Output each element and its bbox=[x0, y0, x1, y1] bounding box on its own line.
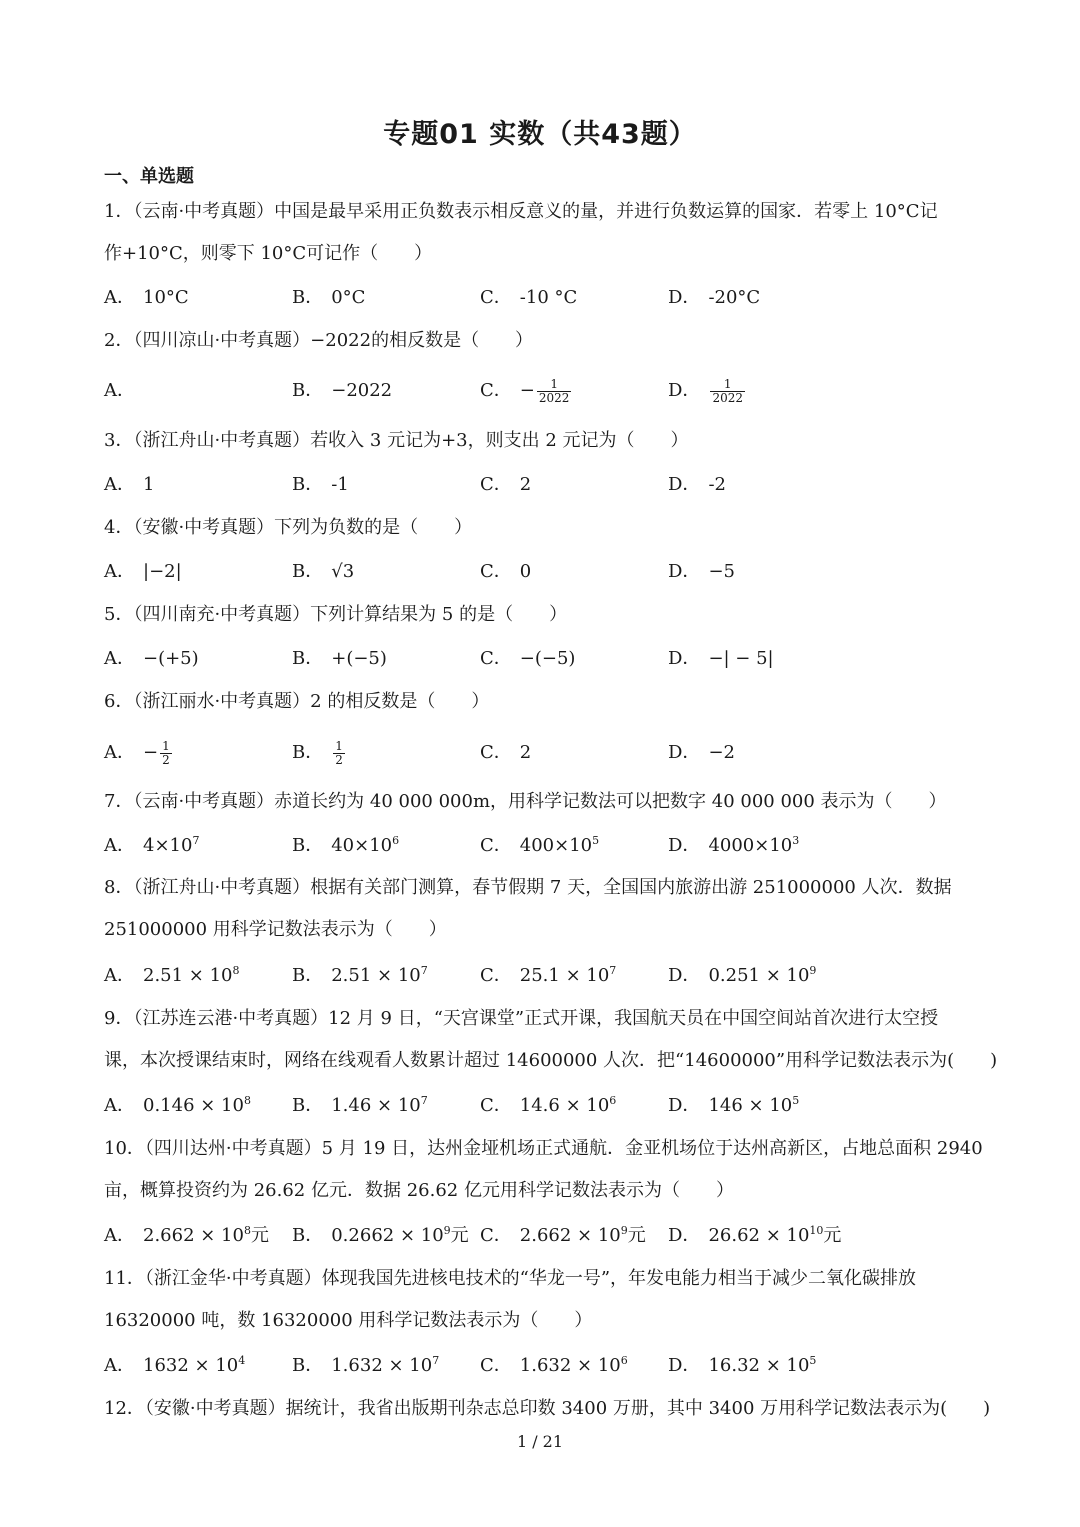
option-b bbox=[292, 961, 428, 991]
answer-options bbox=[104, 1221, 1004, 1251]
exponent: 7 bbox=[192, 834, 200, 847]
option-text: −2022 bbox=[331, 380, 393, 401]
option-label: B． bbox=[292, 287, 324, 308]
option-d bbox=[668, 1091, 799, 1121]
option-text: −| − 5| bbox=[708, 648, 774, 669]
option-c bbox=[480, 470, 531, 500]
option-text: 0 bbox=[519, 561, 532, 582]
option-label: D． bbox=[668, 1095, 701, 1116]
option-d bbox=[668, 1351, 816, 1381]
exponent: 6 bbox=[609, 1094, 617, 1107]
unit-suffix: 元 bbox=[627, 1225, 646, 1246]
option-d bbox=[668, 831, 799, 861]
option-label: D． bbox=[668, 648, 701, 669]
answer-options bbox=[104, 1351, 1004, 1381]
option-label: D． bbox=[668, 474, 701, 495]
option-text: 2.51 × 10 bbox=[143, 965, 233, 986]
option-text: -2 bbox=[708, 474, 726, 495]
question-4 bbox=[104, 507, 984, 549]
question-text-line: 251000000 用科学记数法表示为（ ） bbox=[104, 919, 447, 940]
option-a bbox=[104, 283, 189, 313]
option-c bbox=[480, 283, 577, 313]
option-text: -1 bbox=[331, 474, 349, 495]
option-text: 1.46 × 10 bbox=[331, 1095, 421, 1116]
question-11 bbox=[104, 1258, 984, 1342]
fraction bbox=[160, 740, 172, 767]
page-title: 专题01 实数（共43题） bbox=[383, 119, 697, 150]
fraction bbox=[710, 378, 745, 405]
option-label: D． bbox=[668, 835, 701, 856]
exponent: 8 bbox=[243, 1224, 251, 1237]
option-text: 1632 × 10 bbox=[143, 1355, 239, 1376]
question-9 bbox=[104, 998, 998, 1082]
option-c bbox=[480, 961, 616, 991]
exponent: 9 bbox=[809, 964, 817, 977]
exponent: 7 bbox=[420, 964, 428, 977]
exponent: 7 bbox=[432, 1354, 440, 1367]
question-text-line: 12．（安徽·中考真题）据统计，我省出版期刊杂志总印数 3400 万册，其中 3400 万用科学记数法表示为( ) bbox=[104, 1398, 991, 1419]
option-label: A． bbox=[104, 742, 135, 763]
fraction bbox=[333, 740, 345, 767]
option-text: 0.146 × 10 bbox=[143, 1095, 244, 1116]
option-label: A． bbox=[104, 1095, 135, 1116]
option-text: 1 bbox=[143, 474, 155, 495]
question-text-line: 5．（四川南充·中考真题）下列计算结果为 5 的是（ ） bbox=[104, 604, 568, 625]
option-label: A． bbox=[104, 380, 135, 401]
option-d bbox=[668, 557, 735, 587]
fraction-denominator: 2022 bbox=[538, 390, 570, 405]
option-b bbox=[292, 831, 399, 861]
option-text: 2 bbox=[519, 742, 532, 763]
option-a bbox=[104, 738, 172, 768]
unit-suffix: 元 bbox=[250, 1225, 269, 1246]
exponent: 9 bbox=[443, 1224, 451, 1237]
exponent: 7 bbox=[420, 1094, 428, 1107]
option-a bbox=[104, 1221, 269, 1251]
option-a bbox=[104, 961, 240, 991]
question-text-line: 16320000 吨，数 16320000 用科学记数法表示为（ ） bbox=[104, 1310, 593, 1331]
option-d bbox=[668, 376, 745, 406]
option-b bbox=[292, 557, 354, 587]
question-text-line: 8．（浙江舟山·中考真题）根据有关部门测算，春节假期 7 天，全国国内旅游出游 251000000 人次．数据 bbox=[104, 877, 952, 898]
option-text: − bbox=[143, 742, 159, 763]
question-text-line: 9．（江苏连云港·中考真题）12 月 9 日，“天宫课堂”正式开课，我国航天员在中国空间站首次进行太空授 bbox=[104, 1008, 939, 1029]
option-label: A． bbox=[104, 1355, 135, 1376]
option-text: −2 bbox=[708, 742, 735, 763]
question-text-line: 11．（浙江金华·中考真题）体现我国先进核电技术的“华龙一号”，年发电能力相当于减少二氧化碳排放 bbox=[104, 1268, 917, 1289]
fraction bbox=[537, 378, 572, 405]
fraction-denominator: 2022 bbox=[712, 390, 743, 405]
option-label: A． bbox=[104, 965, 135, 986]
question-3 bbox=[104, 420, 984, 462]
option-text: +(−5) bbox=[331, 648, 387, 669]
option-label: B． bbox=[292, 380, 324, 401]
question-text-line: 亩，概算投资约为 26.62 亿元．数据 26.62 亿元用科学记数法表示为（ ） bbox=[104, 1180, 734, 1201]
question-12 bbox=[104, 1388, 991, 1430]
option-label: D． bbox=[668, 380, 701, 401]
exponent: 6 bbox=[392, 834, 400, 847]
option-a bbox=[104, 1351, 245, 1381]
option-label: C． bbox=[480, 1225, 512, 1246]
option-c bbox=[480, 376, 571, 406]
exponent: 10 bbox=[809, 1224, 824, 1237]
option-text: −5 bbox=[708, 561, 735, 582]
answer-options bbox=[104, 644, 1004, 674]
option-label: D． bbox=[668, 965, 701, 986]
fraction-denominator: 2 bbox=[335, 752, 343, 767]
answer-options bbox=[104, 961, 1004, 991]
option-c bbox=[480, 644, 575, 674]
option-text: 26.62 × 10 bbox=[708, 1225, 810, 1246]
exponent: 9 bbox=[620, 1224, 628, 1237]
option-d bbox=[668, 961, 816, 991]
option-c bbox=[480, 1091, 616, 1121]
exponent: 8 bbox=[243, 1094, 251, 1107]
option-label: A． bbox=[104, 474, 135, 495]
fraction-numerator: 1 bbox=[710, 378, 745, 392]
option-c bbox=[480, 831, 599, 861]
option-text: 1.632 × 10 bbox=[331, 1355, 433, 1376]
exponent: 6 bbox=[620, 1354, 628, 1367]
option-text: 0.251 × 10 bbox=[708, 965, 810, 986]
option-label: B． bbox=[292, 742, 324, 763]
option-label: C． bbox=[480, 648, 512, 669]
answer-options bbox=[104, 831, 1004, 861]
option-text: |−2| bbox=[143, 561, 182, 582]
option-label: B． bbox=[292, 1225, 324, 1246]
question-5 bbox=[104, 594, 984, 636]
option-label: A． bbox=[104, 1225, 135, 1246]
fraction-numerator: 1 bbox=[335, 738, 343, 753]
option-text: −(−5) bbox=[519, 648, 576, 669]
answer-options bbox=[104, 557, 1004, 587]
option-a bbox=[104, 470, 154, 500]
exponent: 4 bbox=[238, 1354, 246, 1367]
option-label: B． bbox=[292, 474, 324, 495]
option-c bbox=[480, 1351, 628, 1381]
option-label: B． bbox=[292, 1355, 324, 1376]
option-d bbox=[668, 738, 735, 768]
option-a bbox=[104, 557, 182, 587]
option-c bbox=[480, 738, 531, 768]
option-label: C． bbox=[480, 380, 512, 401]
question-text-line: 1．（云南·中考真题）中国是最早采用正负数表示相反意义的量，并进行负数运算的国家．若零上 10°C记 bbox=[104, 201, 938, 222]
question-text-line: 作+10°C，则零下 10°C可记作（ ） bbox=[104, 243, 433, 264]
option-b bbox=[292, 376, 392, 406]
option-b bbox=[292, 283, 365, 313]
option-label: A． bbox=[104, 835, 135, 856]
option-label: C． bbox=[480, 474, 512, 495]
exponent: 5 bbox=[592, 834, 600, 847]
option-text: 40×10 bbox=[331, 835, 393, 856]
fraction-numerator: 1 bbox=[162, 738, 170, 753]
option-label: B． bbox=[292, 1095, 324, 1116]
option-text: 25.1 × 10 bbox=[519, 965, 610, 986]
option-label: B． bbox=[292, 648, 324, 669]
option-label: A． bbox=[104, 648, 135, 669]
question-text-line: 7．（云南·中考真题）赤道长约为 40 000 000m，用科学记数法可以把数字 40 000 000 表示为（ ） bbox=[104, 791, 947, 812]
option-text: 2.662 × 10 bbox=[519, 1225, 621, 1246]
option-text: 4000×10 bbox=[708, 835, 793, 856]
exponent: 7 bbox=[609, 964, 617, 977]
option-text: -20°C bbox=[708, 287, 761, 308]
answer-options bbox=[104, 1091, 1004, 1121]
option-text: − bbox=[519, 380, 535, 401]
option-text: −(+5) bbox=[143, 648, 199, 669]
option-d bbox=[668, 1221, 841, 1251]
fraction-numerator: 1 bbox=[537, 378, 572, 392]
option-text: 2.662 × 10 bbox=[143, 1225, 244, 1246]
option-label: B． bbox=[292, 561, 324, 582]
question-2 bbox=[104, 320, 984, 362]
page-number: 1 / 21 bbox=[516, 1432, 564, 1451]
question-text-line: 4．（安徽·中考真题）下列为负数的是（ ） bbox=[104, 517, 473, 538]
question-text-line: 2．（四川凉山·中考真题）−2022的相反数是（ ） bbox=[104, 330, 534, 351]
exponent: 8 bbox=[232, 964, 240, 977]
option-text: √3 bbox=[331, 561, 355, 582]
option-label: C． bbox=[480, 287, 512, 308]
question-6 bbox=[104, 681, 984, 723]
exponent: 5 bbox=[792, 1094, 800, 1107]
option-c bbox=[480, 1221, 646, 1251]
option-text: -10 °C bbox=[519, 287, 578, 308]
question-8 bbox=[104, 867, 984, 951]
option-label: D． bbox=[668, 742, 701, 763]
question-text-line: 6．（浙江丽水·中考真题）2 的相反数是（ ） bbox=[104, 691, 490, 712]
fraction-denominator: 2 bbox=[162, 752, 170, 767]
option-a bbox=[104, 644, 199, 674]
question-text-line: 3．（浙江舟山·中考真题）若收入 3 元记为+3，则支出 2 元记为（ ） bbox=[104, 430, 689, 451]
question-1 bbox=[104, 191, 984, 275]
option-label: A． bbox=[104, 561, 135, 582]
question-text-line: 课，本次授课结束时，网络在线观看人数累计超过 14600000 人次．把“14600000”用科学记数法表示为( ) bbox=[104, 1050, 998, 1071]
option-label: D． bbox=[668, 1225, 701, 1246]
option-label: B． bbox=[292, 835, 324, 856]
option-b bbox=[292, 470, 349, 500]
unit-suffix: 元 bbox=[450, 1225, 469, 1246]
option-b bbox=[292, 738, 345, 768]
option-label: C． bbox=[480, 1095, 512, 1116]
option-text: 14.6 × 10 bbox=[519, 1095, 610, 1116]
option-text: 0.2662 × 10 bbox=[331, 1225, 444, 1246]
answer-options bbox=[104, 470, 1004, 500]
option-a bbox=[104, 1091, 251, 1121]
option-label: C． bbox=[480, 835, 512, 856]
option-label: C． bbox=[480, 965, 512, 986]
option-label: D． bbox=[668, 287, 701, 308]
option-text: 0°C bbox=[331, 287, 366, 308]
option-c bbox=[480, 557, 531, 587]
unit-suffix: 元 bbox=[823, 1225, 842, 1246]
question-7 bbox=[104, 781, 984, 823]
option-label: B． bbox=[292, 965, 324, 986]
option-d bbox=[668, 470, 726, 500]
exponent: 3 bbox=[792, 834, 800, 847]
answer-options bbox=[104, 738, 1004, 768]
option-d bbox=[668, 644, 774, 674]
option-b bbox=[292, 1351, 439, 1381]
section-heading: 一、单选题 bbox=[104, 166, 194, 187]
option-text: 146 × 10 bbox=[708, 1095, 793, 1116]
option-a bbox=[104, 831, 199, 861]
option-label: D． bbox=[668, 561, 701, 582]
option-text: 1.632 × 10 bbox=[519, 1355, 621, 1376]
option-b bbox=[292, 644, 387, 674]
option-label: A． bbox=[104, 287, 135, 308]
option-text: 10°C bbox=[143, 287, 189, 308]
question-text-line: 10．（四川达州·中考真题）5 月 19 日，达州金垭机场正式通航．金亚机场位于达州高新区，占地总面积 2940 bbox=[104, 1138, 983, 1159]
option-text: 16.32 × 10 bbox=[708, 1355, 810, 1376]
option-text: 4×10 bbox=[143, 835, 193, 856]
option-text: 400×10 bbox=[519, 835, 593, 856]
question-10 bbox=[104, 1128, 984, 1212]
exponent: 5 bbox=[809, 1354, 817, 1367]
option-label: C． bbox=[480, 1355, 512, 1376]
answer-options bbox=[104, 376, 1004, 406]
option-b bbox=[292, 1091, 428, 1121]
option-text: 2.51 × 10 bbox=[331, 965, 421, 986]
option-a bbox=[104, 376, 143, 406]
option-label: C． bbox=[480, 561, 512, 582]
option-label: C． bbox=[480, 742, 512, 763]
option-b bbox=[292, 1221, 469, 1251]
option-label: D． bbox=[668, 1355, 701, 1376]
option-d bbox=[668, 283, 760, 313]
answer-options bbox=[104, 283, 1004, 313]
option-text: 2 bbox=[519, 474, 532, 495]
